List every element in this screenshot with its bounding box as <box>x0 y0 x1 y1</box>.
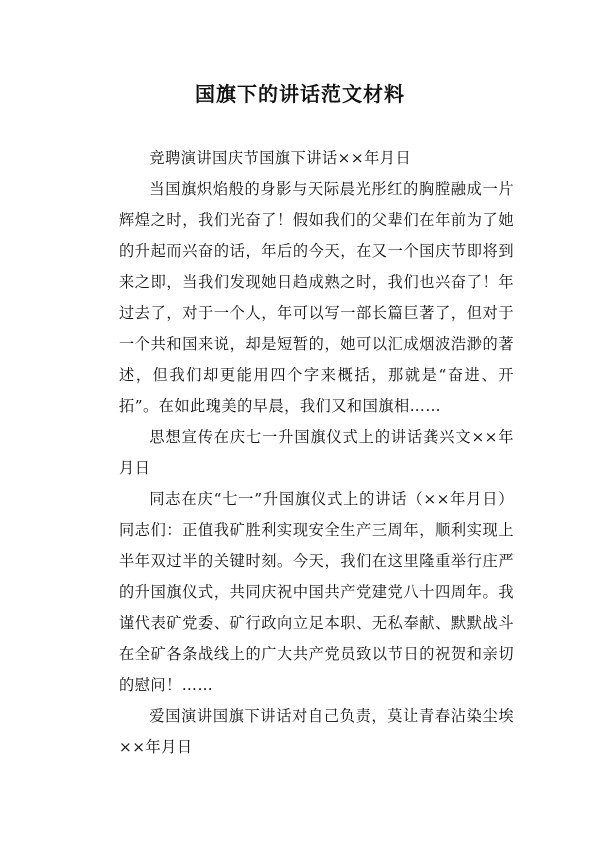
paragraph-3: 思想宣传在庆七一升国旗仪式上的讲话龚兴文××年月日 <box>119 428 514 477</box>
paragraph-5: 爱国演讲国旗下讲话对自己负责，莫让青春沾染尘埃××年月日 <box>119 707 514 756</box>
document-body <box>119 143 514 763</box>
document-title: 国旗下的讲话范文材料 <box>195 82 405 106</box>
paragraph-1: 竞聘演讲国庆节国旗下讲话××年月日 <box>149 149 412 167</box>
paragraph-4: 同志在庆“七一”升国旗仪式上的讲话（××年月日）同志们：正值我矿胜利实现安全生产三周年，顺利实现上半年双过半的关键时刻。今天，我们在这里隆重举行庄严的升国旗仪式，共同庆祝中国共产党建党八十四周年。我谨代表矿党委、矿行政向立足本职、无私奉献、默默战斗在全矿各条战线上的广大共产党员致以节日的祝贺和亲切的慰问！…… <box>119 490 514 694</box>
paragraph-2: 当国旗炽焰般的身影与天际晨光彤红的胸膛融成一片辉煌之时，我们光奋了！假如我们的父辈们在年前为了她的升起而兴奋的话，年后的今天，在又一个国庆节即将到来之即，当我们发现她日趋成熟之时，我们也兴奋了！年过去了，对于一个人，年可以写一部长篇巨著了，但对于一个共和国来说，却是短暂的，她可以汇成烟波浩渺的著述，但我们却更能用四个字来概括，那就是“奋进、开拓”。在如此瑰美的早晨，我们又和国旗相…… <box>119 180 514 415</box>
